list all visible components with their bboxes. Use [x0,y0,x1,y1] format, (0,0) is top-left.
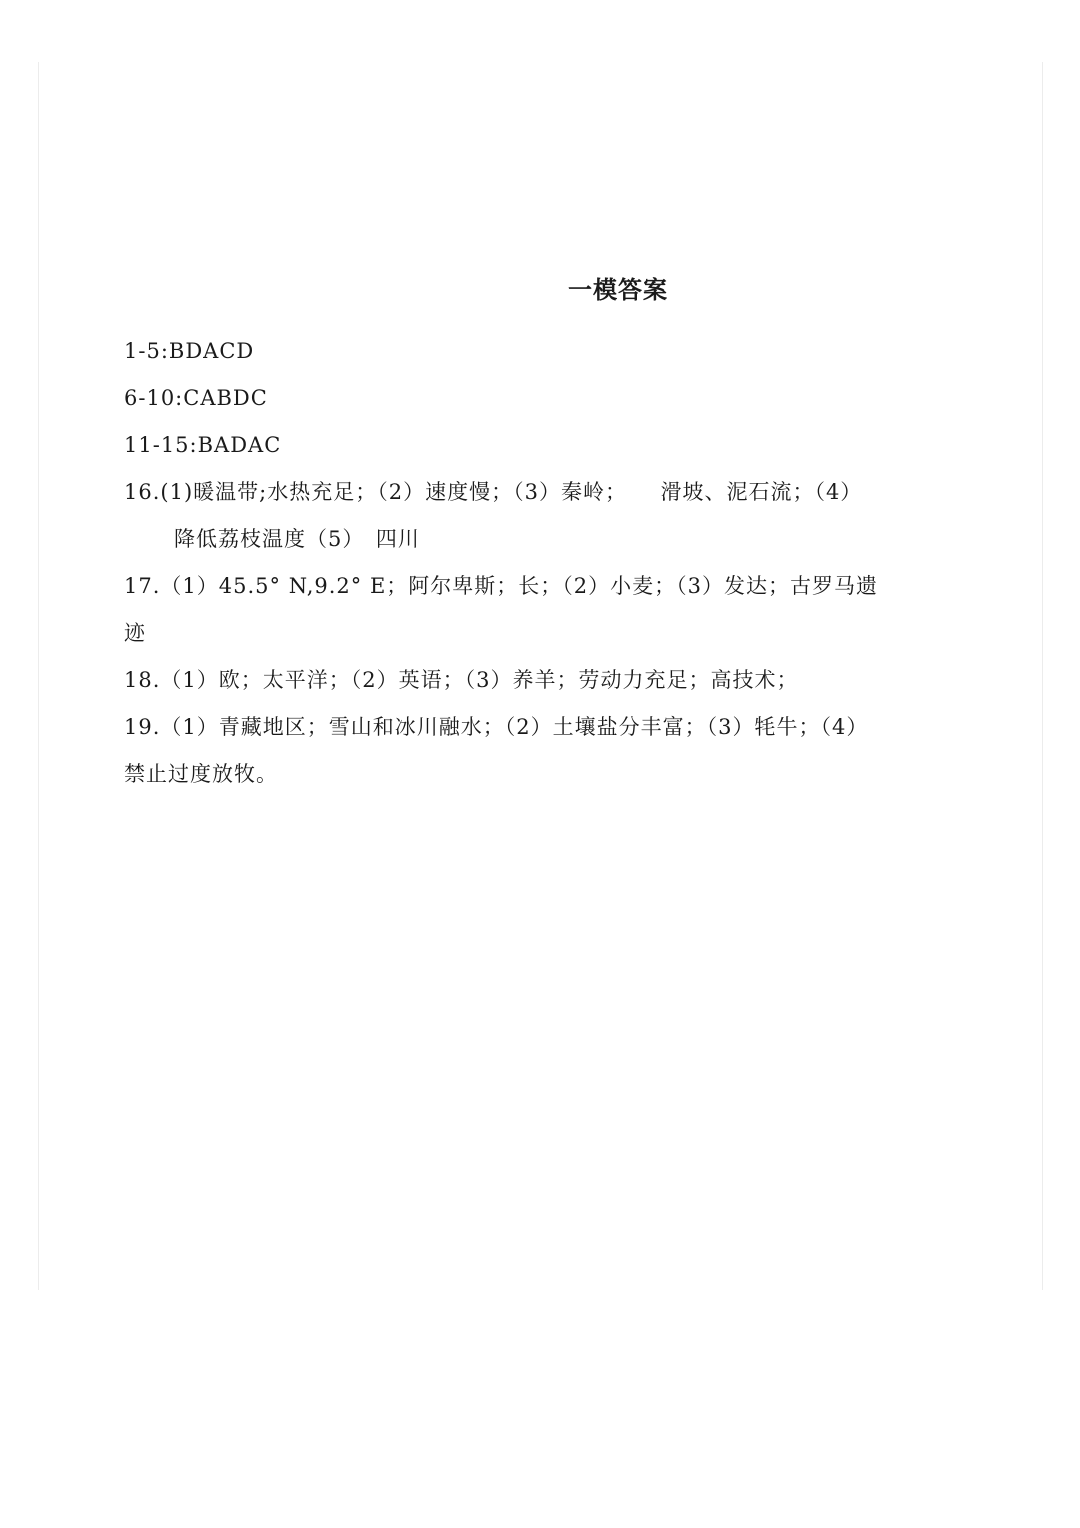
page-left-edge [38,62,39,1290]
document-title: 一模答案 [568,276,668,304]
page-right-edge [1042,62,1043,1290]
answer-line-17-continued: 迹 [124,621,146,645]
answer-line-17: 17.（1）45.5° N,9.2° E；阿尔卑斯；长；（2）小麦；（3）发达；古罗马遗 [124,574,879,598]
answer-line-16: 16.(1)暖温带;水热充足；（2）速度慢；（3）秦岭； 滑坡、泥石流；（4） [124,480,863,504]
answer-line-6-10: 6-10:CABDC [124,386,268,410]
answer-line-1-5: 1-5:BDACD [124,339,255,363]
answer-line-19-continued: 禁止过度放牧。 [124,762,278,786]
answer-line-19: 19.（1）青藏地区；雪山和冰川融水；（2）土壤盐分丰富；（3）牦牛；（4） [124,715,869,739]
answer-line-11-15: 11-15:BADAC [124,433,282,457]
answer-line-16-continued: 降低荔枝温度（5） 四川 [174,527,420,551]
answer-line-18: 18.（1）欧；太平洋；（2）英语；（3）养羊；劳动力充足；高技术； [124,668,799,692]
